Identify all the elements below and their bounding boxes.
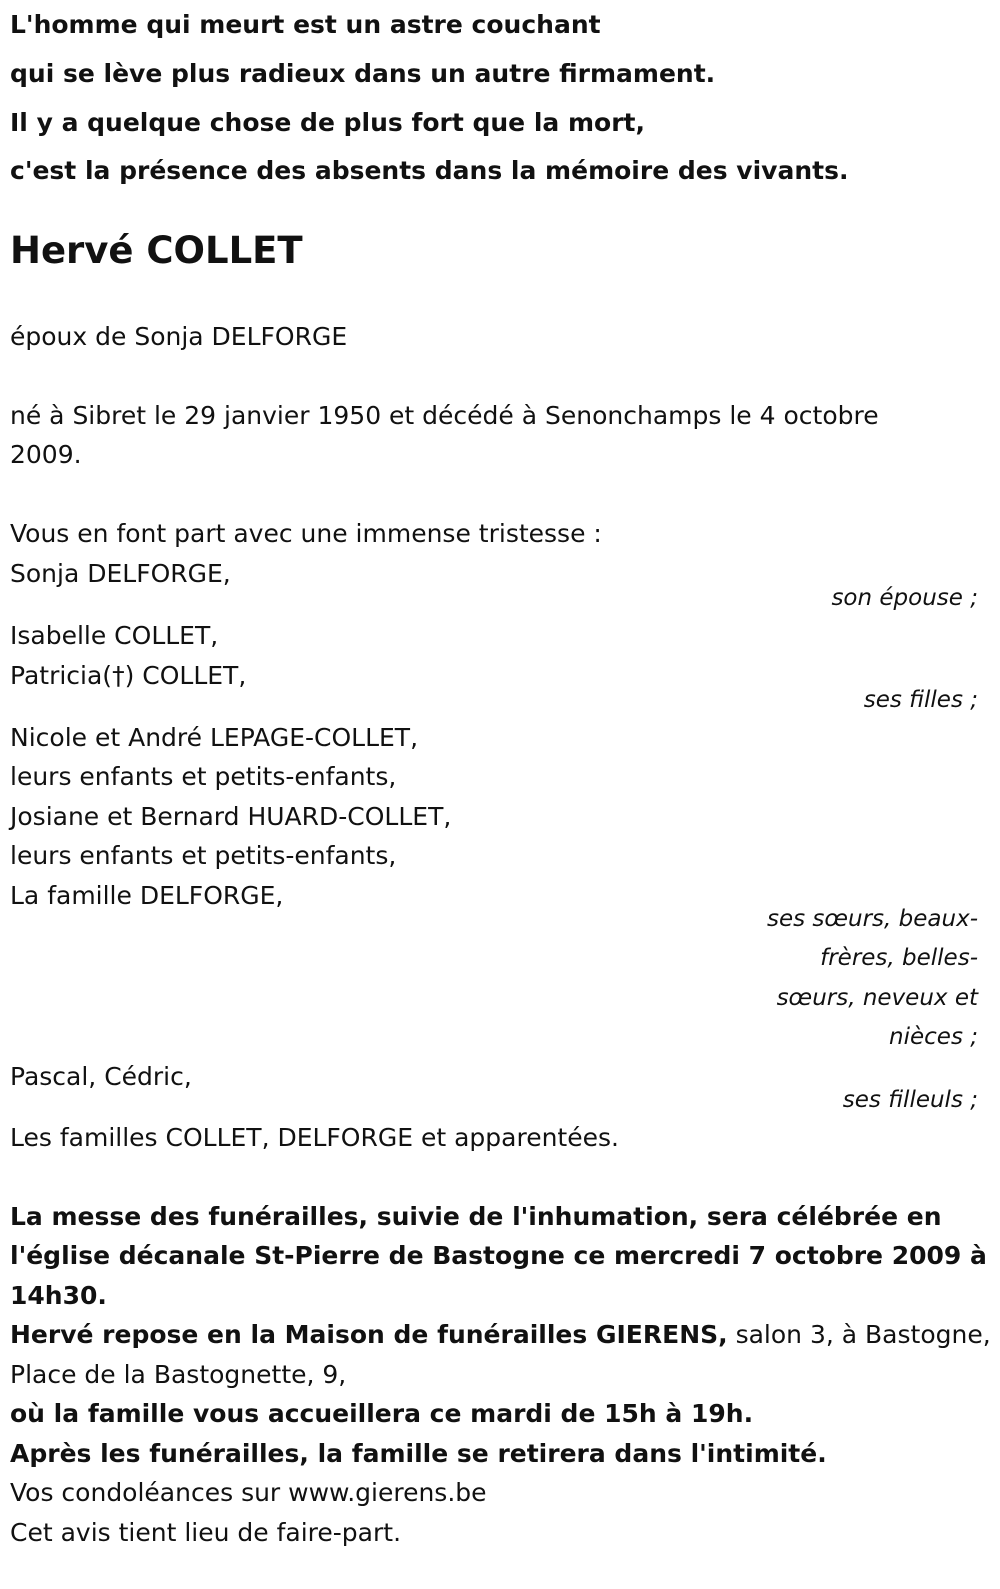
mass-line-2: l'église décanale St-Pierre de Bastogne ce mercredi 7 octobre 2009 à xyxy=(10,1241,987,1270)
relation-label: frères, belles- xyxy=(820,945,978,971)
relative-name: Josiane et Bernard HUARD-COLLET, xyxy=(10,802,452,831)
relative-name: La famille DELFORGE, xyxy=(10,881,284,910)
quote-line-2: qui se lève plus radieux dans un autre firmament. xyxy=(10,59,716,88)
notice-line: Cet avis tient lieu de faire-part. xyxy=(10,1518,402,1547)
relation-label: son épouse ; xyxy=(831,585,978,611)
quote-line-1: L'homme qui meurt est un astre couchant xyxy=(10,10,601,39)
relative-name: leurs enfants et petits-enfants, xyxy=(10,841,397,870)
relative-name: Isabelle COLLET, xyxy=(10,621,219,650)
mass-line-1: La messe des funérailles, suivie de l'inhumation, sera célébrée en xyxy=(10,1202,942,1231)
mass-line-3: 14h30. xyxy=(10,1281,107,1310)
deceased-name: Hervé COLLET xyxy=(10,229,303,272)
welcome-line: où la famille vous accueillera ce mardi de 15h à 19h. xyxy=(10,1399,754,1428)
extended-families: Les familles COLLET, DELFORGE et apparentées. xyxy=(10,1123,619,1152)
quote-line-3: Il y a quelque chose de plus fort que la mort, xyxy=(10,108,645,137)
repose-bold: Hervé repose en la Maison de funérailles GIERENS, xyxy=(10,1320,728,1349)
birth-death-line-1: né à Sibret le 29 janvier 1950 et décédé à Senonchamps le 4 octobre xyxy=(10,401,879,430)
announcement-intro: Vous en font part avec une immense tristesse : xyxy=(10,519,602,548)
relation-label: ses filleuls ; xyxy=(842,1087,978,1113)
address-line: Place de la Bastognette, 9, xyxy=(10,1360,347,1389)
relation-label: ses filles ; xyxy=(863,687,978,713)
relative-name: Nicole et André LEPAGE-COLLET, xyxy=(10,723,419,752)
relative-name: Sonja DELFORGE, xyxy=(10,559,231,588)
relation-label: ses sœurs, beaux- xyxy=(766,906,978,932)
relative-name: leurs enfants et petits-enfants, xyxy=(10,762,397,791)
condolences-line: Vos condoléances sur www.gierens.be xyxy=(10,1478,487,1507)
relation-label: nièces ; xyxy=(889,1024,978,1050)
spouse-line: époux de Sonja DELFORGE xyxy=(10,322,348,351)
relation-label: sœurs, neveux et xyxy=(776,985,978,1011)
repose-regular: salon 3, à Bastogne, xyxy=(727,1320,991,1349)
birth-death-line-2: 2009. xyxy=(10,440,82,469)
repose-line xyxy=(10,1319,991,1351)
relative-name: Pascal, Cédric, xyxy=(10,1062,192,1091)
relative-name: Patricia(†) COLLET, xyxy=(10,661,247,690)
quote-line-4: c'est la présence des absents dans la mémoire des vivants. xyxy=(10,156,849,185)
after-funeral-line: Après les funérailles, la famille se retirera dans l'intimité. xyxy=(10,1439,827,1468)
